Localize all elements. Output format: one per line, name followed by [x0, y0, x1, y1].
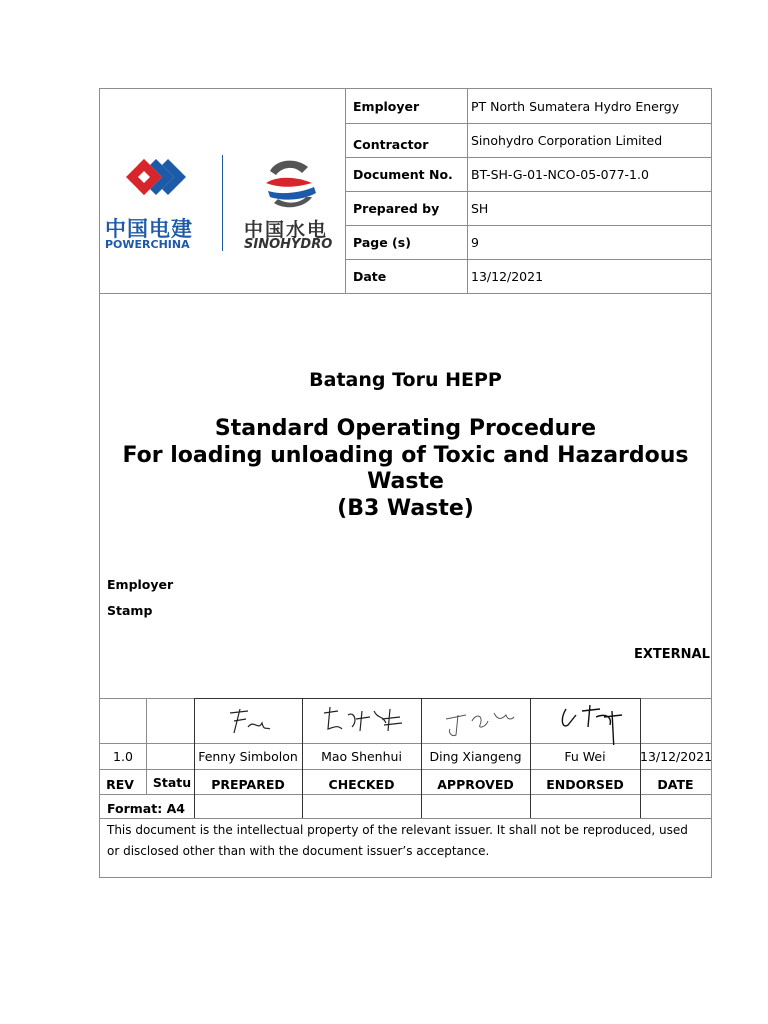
approved-header: APPROVED — [437, 777, 514, 792]
info-row-employer — [346, 89, 712, 124]
date-value: 13/12/2021 — [640, 749, 713, 764]
info-label: Employer — [346, 89, 468, 123]
signature-approved — [436, 701, 536, 741]
grid-line — [100, 818, 711, 819]
info-row-prepared-by — [346, 192, 712, 226]
info-value: BT-SH-G-01-NCO-05-077-1.0 — [471, 167, 649, 182]
signature-prepared — [204, 701, 304, 741]
endorsed-header: ENDORSED — [546, 777, 624, 792]
rev-header: REV — [106, 777, 134, 792]
powerchina-cn-name: 中国电建 — [105, 217, 193, 241]
signature-endorsed — [552, 695, 652, 745]
disclaimer-text: This document is the intellectual property of the relevant issuer. It shall not be reproduced, used or disclosed other than with the document issuer’s acceptance. — [107, 823, 688, 858]
checked-header: CHECKED — [328, 777, 395, 792]
grid-line — [100, 769, 711, 770]
format-label: Format: A4 — [107, 801, 185, 816]
prepared-header: PREPARED — [211, 777, 285, 792]
powerchina-en-name: POWERCHINA — [105, 238, 190, 251]
info-label: Date — [346, 260, 468, 293]
document-title-line: (B3 Waste) — [337, 495, 474, 521]
endorsed-name: Fu Wei — [564, 749, 606, 764]
info-row-pages — [346, 226, 712, 260]
employer-stamp-label: Employer — [107, 577, 174, 592]
info-label: Prepared by — [346, 192, 468, 225]
sinohydro-logo-icon — [256, 153, 326, 213]
info-value: PT North Sumatera Hydro Energy — [471, 98, 680, 114]
project-title: Batang Toru HEPP — [309, 369, 502, 391]
sinohydro-en-name: SINOHYDRO — [244, 237, 333, 252]
rev-value: 1.0 — [113, 749, 133, 764]
info-row-contractor — [346, 124, 712, 158]
document-title-line: For loading unloading of Toxic and Hazardous — [122, 442, 689, 468]
status-header: Statu — [152, 775, 192, 790]
info-value: Sinohydro Corporation Limited — [471, 133, 663, 148]
info-value: 13/12/2021 — [471, 269, 544, 284]
info-label: Contractor — [346, 124, 468, 157]
info-value: 9 — [471, 235, 479, 250]
document-title — [100, 416, 711, 522]
date-header: DATE — [657, 777, 694, 792]
logo-divider — [222, 155, 223, 251]
stamp-label: Stamp — [107, 603, 153, 618]
signature-checked — [312, 701, 422, 741]
info-label: Page (s) — [346, 226, 468, 259]
info-row-document-no — [346, 158, 712, 192]
approved-name: Ding Xiangeng — [429, 749, 522, 764]
info-row-date — [346, 260, 712, 294]
checked-name: Mao Shenhui — [321, 749, 402, 764]
logo-cell — [100, 89, 346, 294]
document-info-table — [346, 89, 712, 294]
sinohydro-cn-name: 中国水电 — [244, 219, 329, 241]
info-label: Document No. — [346, 158, 468, 191]
powerchina-logo-icon — [116, 153, 226, 213]
prepared-name: Fenny Simbolon — [198, 749, 298, 764]
document-title-line: Standard Operating Procedure — [214, 416, 597, 441]
document-page — [99, 88, 712, 878]
document-title-line: Waste — [367, 469, 444, 494]
grid-line — [100, 794, 711, 795]
info-value: SH — [471, 201, 489, 216]
classification-label: EXTERNAL — [634, 647, 710, 662]
